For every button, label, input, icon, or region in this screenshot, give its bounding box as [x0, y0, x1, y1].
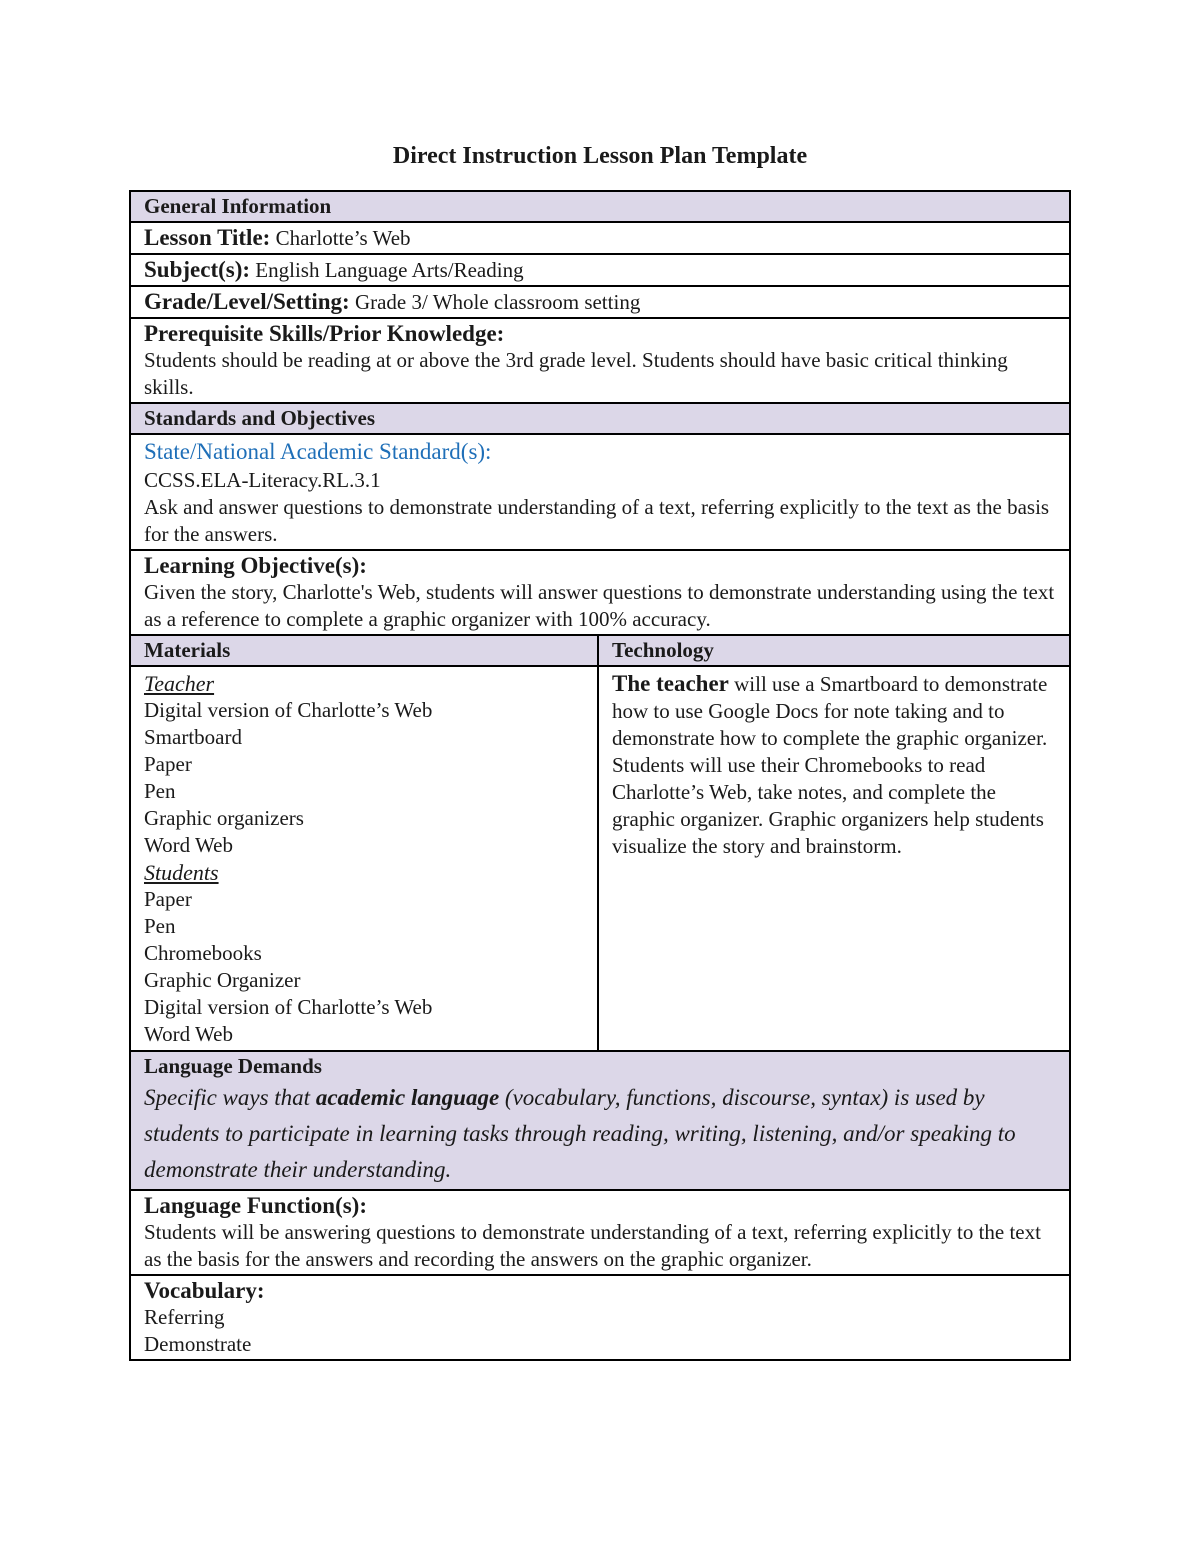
student-material-item: Chromebooks	[144, 941, 262, 965]
teacher-material-item: Word Web	[144, 833, 233, 857]
vocabulary-label: Vocabulary:	[144, 1278, 265, 1303]
materials-cell	[130, 666, 598, 1051]
teacher-material-item: Digital version of Charlotte’s Web	[144, 698, 433, 722]
subject-cell	[130, 254, 1070, 286]
language-function-text: Students will be answering questions to demonstrate understanding of a text, referring explicitly to the text as the basis for the answers and recording the answers on the graphic organizer.	[144, 1220, 1041, 1271]
language-function-cell	[130, 1190, 1070, 1275]
student-materials-label: Students	[144, 860, 219, 885]
state-standard-cell	[130, 434, 1070, 550]
general-information-heading: General Information	[130, 191, 1070, 222]
row-state-standard	[130, 434, 1070, 550]
language-demands-description	[144, 1080, 1057, 1188]
technology-cell	[598, 666, 1070, 1051]
language-desc-before: Specific ways that	[144, 1085, 316, 1110]
student-material-item: Graphic Organizer	[144, 968, 301, 992]
section-header-standards	[130, 403, 1070, 434]
grade-label: Grade/Level/Setting:	[144, 289, 350, 314]
student-material-item: Digital version of Charlotte’s Web	[144, 995, 433, 1019]
vocabulary-item: Referring	[144, 1305, 225, 1329]
student-material-item: Word Web	[144, 1022, 233, 1046]
lesson-title-label: Lesson Title:	[144, 225, 271, 250]
state-standard-label: State/National Academic Standard(s):	[144, 439, 492, 464]
student-material-item: Paper	[144, 887, 192, 911]
row-vocabulary	[130, 1275, 1070, 1360]
section-header-materials-technology	[130, 635, 1070, 666]
teacher-materials-label: Teacher	[144, 671, 215, 696]
vocabulary-cell	[130, 1275, 1070, 1360]
technology-heading: Technology	[598, 635, 1070, 666]
row-prerequisite	[130, 318, 1070, 403]
lesson-plan-table	[129, 190, 1071, 1361]
student-material-item: Pen	[144, 914, 176, 938]
standards-heading: Standards and Objectives	[130, 403, 1070, 434]
language-demands-cell	[130, 1051, 1070, 1190]
learning-objective-cell	[130, 550, 1070, 635]
row-subject	[130, 254, 1070, 286]
row-language-function	[130, 1190, 1070, 1275]
materials-heading: Materials	[130, 635, 598, 666]
technology-text: will use a Smartboard to demonstrate how to use Google Docs for note taking and to demonstrate how to complete the graphic organizer. Students will use their Chromebooks to read Charlotte’s Web, take notes, and complete the graphic organizer. Graphic organizers help students visualize the story and brainstorm.	[612, 672, 1048, 858]
grade-value: Grade 3/ Whole classroom setting	[349, 290, 641, 314]
prerequisite-text: Students should be reading at or above the 3rd grade level. Students should have basic critical thinking skills.	[144, 348, 1008, 399]
subject-value: English Language Arts/Reading	[250, 258, 524, 282]
technology-lead: The teacher	[612, 671, 729, 696]
teacher-material-item: Graphic organizers	[144, 806, 304, 830]
page-title: Direct Instruction Lesson Plan Template	[392, 143, 808, 169]
teacher-material-item: Pen	[144, 779, 176, 803]
language-desc-after: (vocabulary, functions, discourse, syntax) is used by students to participate in learning tasks through reading, writing, listening, and/or speaking to demonstrate their understanding.	[144, 1085, 1016, 1182]
state-standard-text: Ask and answer questions to demonstrate understanding of a text, referring explicitly to the text as the basis for the answers.	[144, 495, 1050, 546]
row-learning-objective	[130, 550, 1070, 635]
language-desc-bold: academic language	[315, 1085, 500, 1110]
learning-objective-label: Learning Objective(s):	[144, 553, 367, 578]
section-header-language	[130, 1051, 1070, 1190]
row-materials-technology	[130, 666, 1070, 1051]
grade-cell	[130, 286, 1070, 318]
teacher-material-item: Paper	[144, 752, 192, 776]
lesson-title-cell	[130, 222, 1070, 254]
language-function-label: Language Function(s):	[144, 1193, 367, 1218]
vocabulary-item: Demonstrate	[144, 1332, 252, 1356]
state-standard-code: CCSS.ELA-Literacy.RL.3.1	[144, 468, 381, 492]
row-grade	[130, 286, 1070, 318]
subject-label: Subject(s):	[144, 257, 251, 282]
lesson-title-value: Charlotte’s Web	[270, 226, 411, 250]
language-demands-heading: Language Demands	[144, 1054, 322, 1078]
prerequisite-label: Prerequisite Skills/Prior Knowledge:	[144, 321, 505, 346]
prerequisite-cell	[130, 318, 1070, 403]
teacher-material-item: Smartboard	[144, 725, 242, 749]
section-header-general	[130, 191, 1070, 222]
row-lesson-title	[130, 222, 1070, 254]
learning-objective-text: Given the story, Charlotte's Web, students will answer questions to demonstrate understanding using the text as a reference to complete a graphic organizer with 100% accuracy.	[144, 580, 1055, 631]
